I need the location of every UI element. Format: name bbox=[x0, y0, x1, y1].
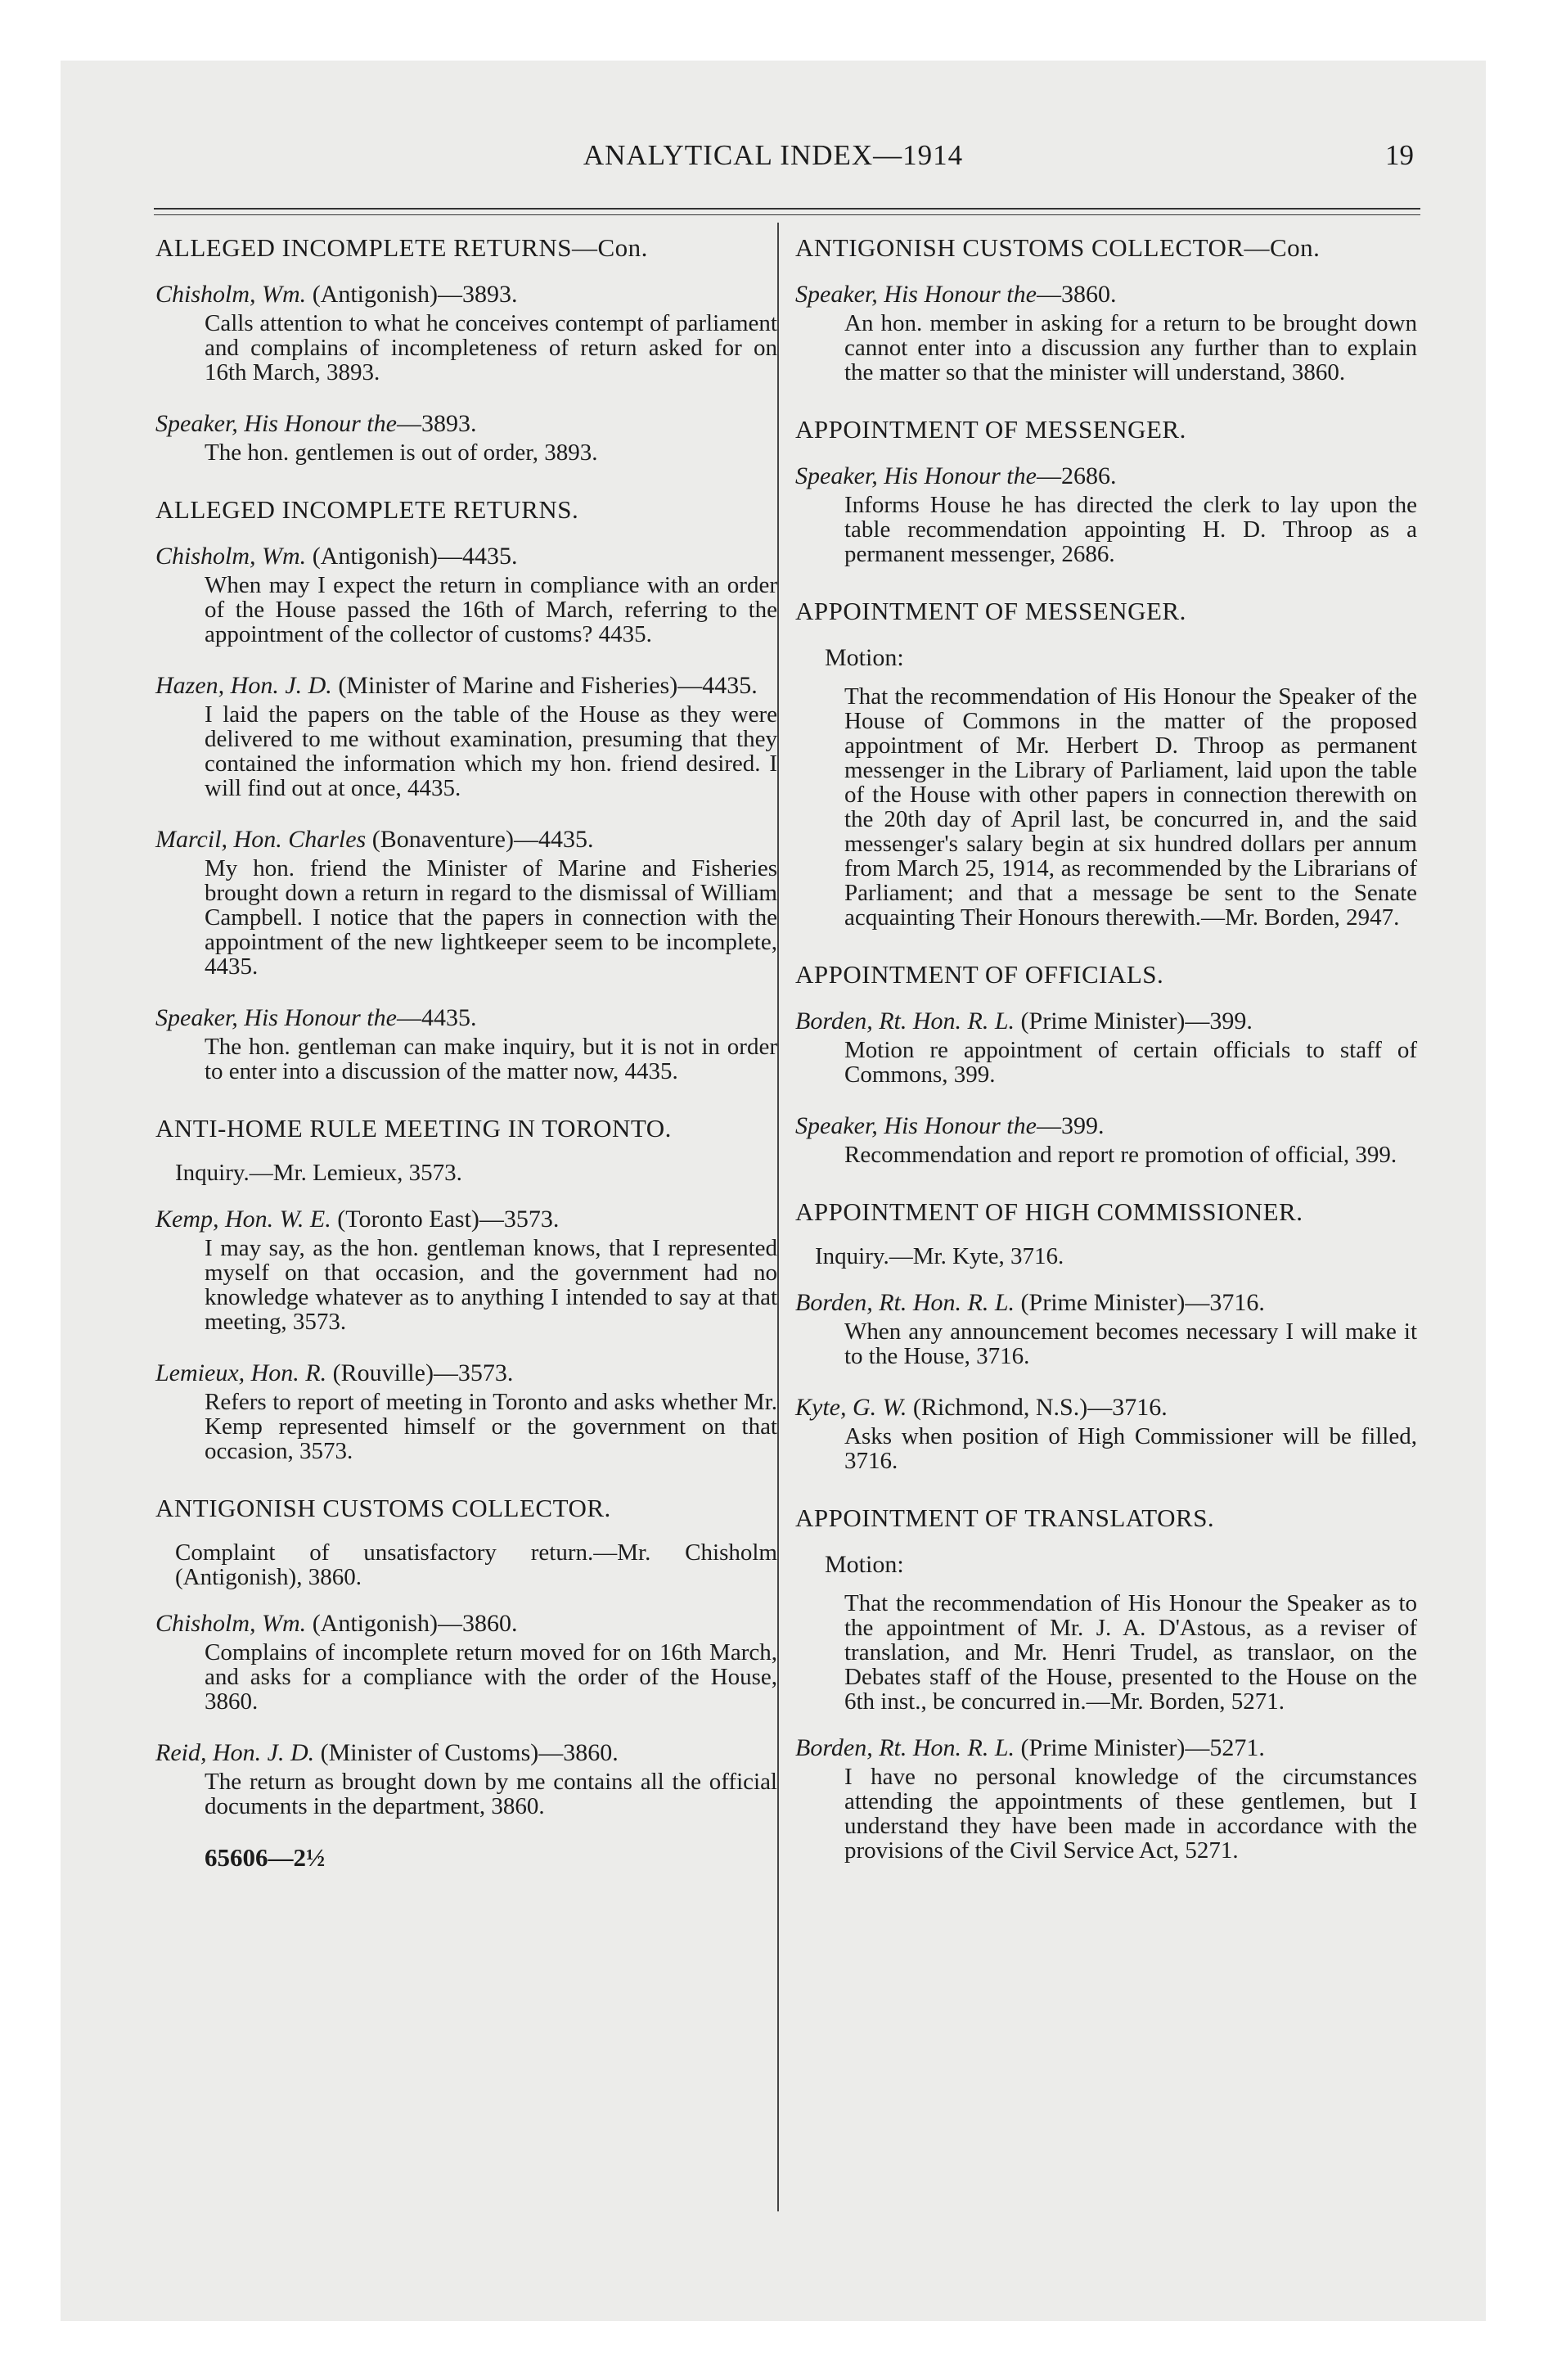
speaker-name: Speaker, His Honour the bbox=[795, 462, 1037, 489]
entry-speaker bbox=[795, 462, 1417, 491]
index-entry bbox=[155, 1738, 777, 1819]
section-intro: Inquiry.—Mr. Lemieux, 3573. bbox=[175, 1160, 462, 1186]
entry-speaker bbox=[155, 1738, 777, 1768]
section-heading: ALLEGED INCOMPLETE RETURNS. bbox=[155, 495, 579, 524]
entry-text: Recommendation and report re promotion of official, 399. bbox=[844, 1142, 1397, 1168]
speaker-reference: (Antigonish)—4435. bbox=[306, 543, 518, 570]
speaker-name: Borden, Rt. Hon. R. L. bbox=[795, 1289, 1015, 1316]
speaker-reference: —399. bbox=[1036, 1112, 1105, 1139]
speaker-reference: (Rouville)—3573. bbox=[326, 1359, 514, 1386]
entry-text: Motion re appointment of certain officials to staff of Commons, 399. bbox=[844, 1037, 1417, 1088]
right-column bbox=[795, 232, 1417, 1887]
speaker-reference: —3860. bbox=[1036, 281, 1117, 308]
entry-speaker bbox=[795, 1733, 1417, 1763]
entry-speaker bbox=[795, 1288, 1417, 1318]
speaker-name: Chisholm, Wm. bbox=[155, 1610, 307, 1637]
speaker-name: Hazen, Hon. J. D. bbox=[155, 672, 332, 699]
entry-text: I have no personal knowledge of the circumstances attending the appointments of these gentlemen, but I understand they have been made in accordance with the provisions of the Civil Service Act, 5271. bbox=[844, 1764, 1417, 1864]
header-rule bbox=[154, 208, 1420, 210]
entry-speaker bbox=[155, 1205, 777, 1234]
speaker-reference: (Prime Minister)—3716. bbox=[1015, 1289, 1265, 1316]
speaker-reference: (Antigonish)—3860. bbox=[306, 1610, 518, 1637]
entry-speaker bbox=[155, 1609, 777, 1639]
index-entry bbox=[155, 671, 777, 800]
motion-text: That the recommendation of His Honour the Speaker as to the appointment of Mr. J. A. D'Astous, as a reviser of translation, and Mr. Henri Trudel, as translaor, on the Debates staff of the House, presented to the House on the 6th inst., be concurred in.—Mr. Borden, 5271. bbox=[844, 1590, 1417, 1715]
printer-code: 65606—2½ bbox=[205, 1843, 326, 1872]
entry-text: The hon. gentleman can make inquiry, but it is not in order to enter into a discussion of the matter now, 4435. bbox=[205, 1034, 777, 1084]
index-entry bbox=[155, 280, 777, 385]
speaker-reference: (Minister of Customs)—3860. bbox=[314, 1739, 619, 1766]
index-entry bbox=[155, 1003, 777, 1084]
section-intro: Complaint of unsatisfactory return.—Mr. Chisholm (Antigonish), 3860. bbox=[175, 1539, 777, 1590]
index-entry bbox=[155, 409, 777, 465]
speaker-reference: (Prime Minister)—399. bbox=[1015, 1007, 1253, 1034]
entry-text: When any announcement becomes necessary I will make it to the House, 3716. bbox=[844, 1318, 1417, 1369]
speaker-name: Kemp, Hon. W. E. bbox=[155, 1206, 331, 1233]
section-heading: APPOINTMENT OF MESSENGER. bbox=[795, 415, 1186, 444]
index-entry bbox=[795, 462, 1417, 566]
entry-speaker bbox=[155, 280, 777, 309]
speaker-name: Chisholm, Wm. bbox=[155, 281, 307, 308]
entry-speaker bbox=[155, 1359, 777, 1388]
index-entry bbox=[155, 1609, 777, 1714]
index-entry bbox=[795, 1288, 1417, 1368]
speaker-name: Lemieux, Hon. R. bbox=[155, 1359, 327, 1386]
speaker-name: Chisholm, Wm. bbox=[155, 543, 307, 570]
entry-speaker bbox=[155, 671, 777, 701]
entry-speaker bbox=[795, 1111, 1417, 1141]
speaker-reference: (Bonaventure)—4435. bbox=[366, 826, 594, 853]
index-entry bbox=[795, 1111, 1417, 1167]
section-heading: ANTI-HOME RULE MEETING IN TORONTO. bbox=[155, 1114, 672, 1143]
entry-text: The hon. gentlemen is out of order, 3893. bbox=[205, 439, 598, 466]
entry-text: Informs House he has directed the clerk to lay upon the table recommendation appointing H. D. Throop as a permanent messenger, 2686. bbox=[844, 492, 1417, 567]
speaker-name: Borden, Rt. Hon. R. L. bbox=[795, 1007, 1015, 1034]
speaker-name: Kyte, G. W. bbox=[795, 1394, 907, 1421]
section-intro: Inquiry.—Mr. Kyte, 3716. bbox=[815, 1243, 1064, 1269]
index-entry bbox=[155, 1359, 777, 1463]
section-heading: ANTIGONISH CUSTOMS COLLECTOR—Con. bbox=[795, 233, 1321, 262]
entry-speaker bbox=[795, 1007, 1417, 1036]
entry-text: Asks when position of High Commissioner will be filled, 3716. bbox=[844, 1423, 1417, 1474]
entry-speaker bbox=[795, 280, 1417, 309]
speaker-name: Marcil, Hon. Charles bbox=[155, 826, 367, 853]
motion-text: That the recommendation of His Honour the Speaker of the House of Commons in the matter of the proposed appointment of Mr. Herbert D. Throop as permanent messenger in the Library of Parliament, laid upon the table of the House with other papers in connection therewith on the 20th day of April last, be concurred in, and the said messenger's salary begin at six hundred dollars per annum from March 25, 1914, as recommended by the Librarians of Parliament; and that a message be sent to the Senate acquainting Their Honours therewith.—Mr. Borden, 2947. bbox=[844, 683, 1417, 931]
motion-label: Motion: bbox=[825, 1551, 904, 1578]
speaker-reference: (Prime Minister)—5271. bbox=[1015, 1734, 1265, 1761]
entry-text: The return as brought down by me contains all the official documents in the department, 3860. bbox=[205, 1769, 777, 1819]
speaker-name: Reid, Hon. J. D. bbox=[155, 1739, 315, 1766]
speaker-name: Speaker, His Honour the bbox=[795, 281, 1037, 308]
speaker-name: Borden, Rt. Hon. R. L. bbox=[795, 1734, 1015, 1761]
entry-text: Calls attention to what he conceives contempt of parliament and complains of incompleteness of return asked for on 16th March, 3893. bbox=[205, 310, 777, 385]
page-title: ANALYTICAL INDEX—1914 bbox=[583, 139, 964, 171]
speaker-name: Speaker, His Honour the bbox=[795, 1112, 1037, 1139]
speaker-reference: —2686. bbox=[1036, 462, 1117, 489]
speaker-reference: (Minister of Marine and Fisheries)—4435. bbox=[331, 672, 758, 699]
entry-text: I laid the papers on the table of the House as they were delivered to me without examination, presuming that they contained the information which my hon. friend desired. I will find out at once, 4435. bbox=[205, 701, 777, 801]
index-page bbox=[61, 61, 1486, 2321]
entry-speaker bbox=[155, 825, 777, 854]
index-entry bbox=[795, 1393, 1417, 1473]
entry-speaker bbox=[155, 542, 777, 571]
entry-speaker bbox=[155, 409, 777, 439]
section-heading: ANTIGONISH CUSTOMS COLLECTOR. bbox=[155, 1494, 611, 1522]
index-entry bbox=[155, 825, 777, 979]
index-entry bbox=[795, 280, 1417, 385]
entry-text: My hon. friend the Minister of Marine and Fisheries brought down a return in regard to the dismissal of William Campbell. I notice that the papers in connection with the appointment of the new lightkeeper seem to be incomplete, 4435. bbox=[205, 855, 777, 980]
motion-label: Motion: bbox=[825, 644, 904, 671]
speaker-reference: —4435. bbox=[396, 1004, 477, 1031]
entry-text: When may I expect the return in compliance with an order of the House passed the 16th of March, referring to the appointment of the collector of customs? 4435. bbox=[205, 572, 777, 647]
speaker-reference: (Antigonish)—3893. bbox=[306, 281, 518, 308]
section-heading: ALLEGED INCOMPLETE RETURNS—Con. bbox=[155, 233, 648, 262]
speaker-name: Speaker, His Honour the bbox=[155, 1004, 397, 1031]
entry-text: An hon. member in asking for a return to be brought down cannot enter into a discussion any further than to explain the matter so that the minister will understand, 3860. bbox=[844, 310, 1417, 385]
entry-text: I may say, as the hon. gentleman knows, that I represented myself on that occasion, and the government had no knowledge whatever as to anything I intended to say at that meeting, 3573. bbox=[205, 1235, 777, 1335]
section-heading: APPOINTMENT OF HIGH COMMISSIONER. bbox=[795, 1197, 1303, 1226]
entry-speaker bbox=[795, 1393, 1417, 1422]
speaker-reference: —3893. bbox=[396, 410, 477, 437]
index-entry bbox=[155, 1205, 777, 1334]
page-number: 19 bbox=[1385, 139, 1414, 171]
entry-text: Complains of incomplete return moved for on 16th March, and asks for a compliance with the order of the House, 3860. bbox=[205, 1639, 777, 1715]
index-entry bbox=[155, 542, 777, 647]
index-entry bbox=[795, 1007, 1417, 1087]
section-heading: APPOINTMENT OF OFFICIALS. bbox=[795, 960, 1164, 989]
column-divider bbox=[777, 223, 779, 2211]
section-heading: APPOINTMENT OF MESSENGER. bbox=[795, 597, 1186, 625]
entry-text: Refers to report of meeting in Toronto and asks whether Mr. Kemp represented himself or the government on that occasion, 3573. bbox=[205, 1389, 777, 1464]
speaker-reference: (Toronto East)—3573. bbox=[331, 1206, 560, 1233]
speaker-reference: (Richmond, N.S.)—3716. bbox=[907, 1394, 1168, 1421]
speaker-name: Speaker, His Honour the bbox=[155, 410, 397, 437]
entry-speaker bbox=[155, 1003, 777, 1033]
left-column bbox=[155, 232, 777, 1873]
section-heading: APPOINTMENT OF TRANSLATORS. bbox=[795, 1503, 1215, 1532]
index-entry bbox=[795, 1733, 1417, 1863]
header-rule-thin bbox=[154, 214, 1420, 215]
